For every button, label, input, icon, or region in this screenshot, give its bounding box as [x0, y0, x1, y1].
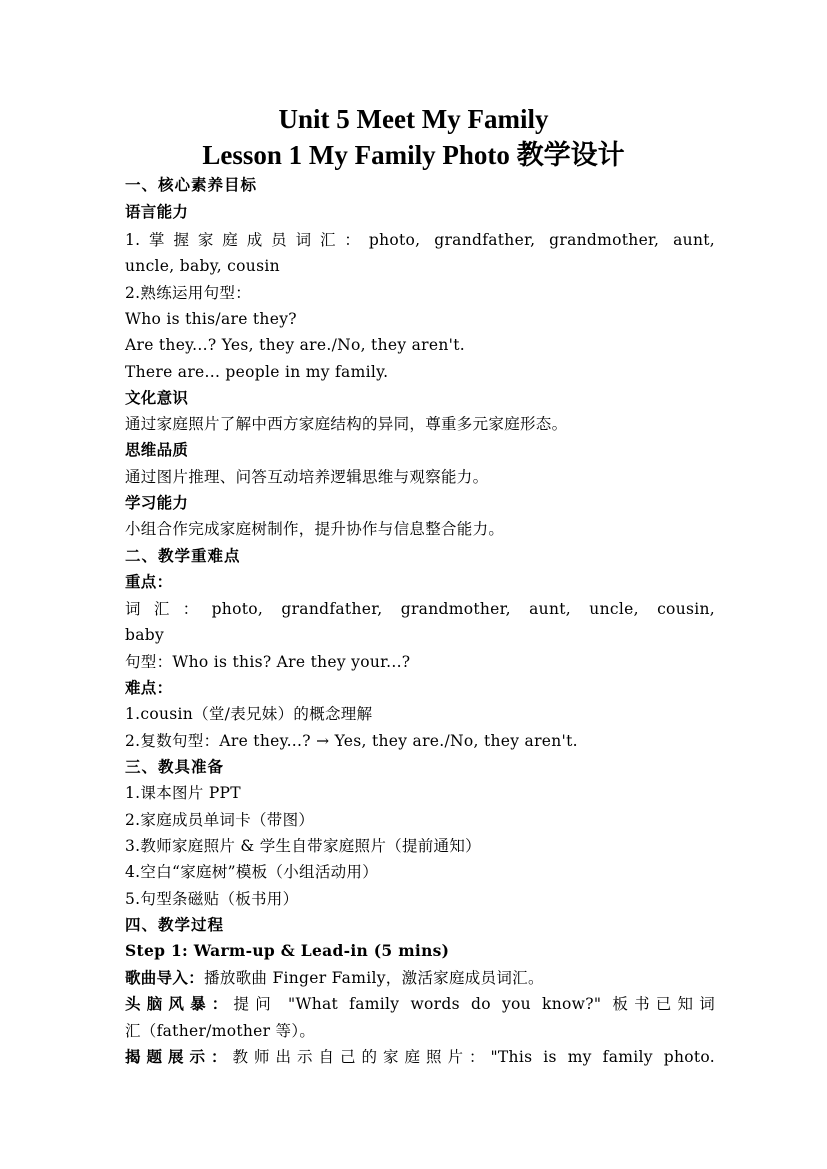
- section-heading-materials: 三、教具准备: [125, 757, 225, 776]
- text-line: baby: [125, 626, 165, 644]
- text-line: 5.句型条磁贴（板书用）: [125, 890, 299, 908]
- section-heading-goals: 一、核心素养目标: [125, 175, 258, 194]
- text-line: 句型：Who is this? Are they your...?: [125, 653, 411, 671]
- subheading-learning: 学习能力: [125, 493, 189, 512]
- subheading-language: 语言能力: [125, 202, 189, 221]
- text-line: 2.复数句型：Are they...? → Yes, they are./No, they aren't.: [125, 732, 578, 750]
- text-line: uncle, baby, cousin: [125, 257, 280, 275]
- text-line: 揭题展示：教师出示自己的家庭照片："This is my family photo.: [125, 1047, 715, 1066]
- lesson-title: Lesson 1 My Family Photo 教学设计: [202, 140, 625, 170]
- text-line: 1.课本图片 PPT: [125, 784, 241, 802]
- text-line: 头脑风暴：提问 "What family words do you know?" 板书已知词: [125, 994, 715, 1013]
- subheading-thinking: 思维品质: [125, 440, 189, 459]
- text-line: 词汇：photo, grandfather, grandmother, aunt, uncle, cousin,: [125, 600, 715, 618]
- text-line: 歌曲导入：播放歌曲 Finger Family，激活家庭成员词汇。: [125, 968, 544, 987]
- text-line: 1.cousin（堂/表兄妹）的概念理解: [125, 705, 373, 723]
- text-line: There are... people in my family.: [125, 363, 389, 381]
- section-heading-key-points: 二、教学重难点: [125, 546, 241, 565]
- text-line: 3.教师家庭照片 & 学生自带家庭照片（提前通知）: [125, 837, 481, 855]
- subheading-culture: 文化意识: [125, 388, 189, 407]
- text-line: 2.熟练运用句型：: [125, 284, 251, 302]
- subheading-difficult: 难点：: [125, 678, 173, 697]
- subheading-key: 重点：: [125, 572, 173, 591]
- section-heading-process: 四、教学过程: [125, 915, 225, 934]
- text-line: 通过图片推理、问答互动培养逻辑思维与观察能力。: [125, 468, 489, 486]
- text-line: 1.掌握家庭成员词汇：photo, grandfather, grandmother, aunt,: [125, 231, 715, 249]
- step-heading: Step 1: Warm-up & Lead-in (5 mins): [125, 941, 450, 960]
- text-line: 汇（father/mother 等）。: [125, 1022, 316, 1040]
- text-line: Who is this/are they?: [125, 310, 297, 328]
- text-line: 2.家庭成员单词卡（带图）: [125, 811, 315, 829]
- text-line: 通过家庭照片了解中西方家庭结构的异同，尊重多元家庭形态。: [125, 415, 568, 433]
- unit-title: Unit 5 Meet My Family: [278, 104, 549, 134]
- text-line: Are they...? Yes, they are./No, they aren't.: [125, 336, 465, 354]
- text-line: 4.空白“家庭树”模板（小组活动用）: [125, 863, 379, 881]
- text-line: 小组合作完成家庭树制作，提升协作与信息整合能力。: [125, 520, 505, 538]
